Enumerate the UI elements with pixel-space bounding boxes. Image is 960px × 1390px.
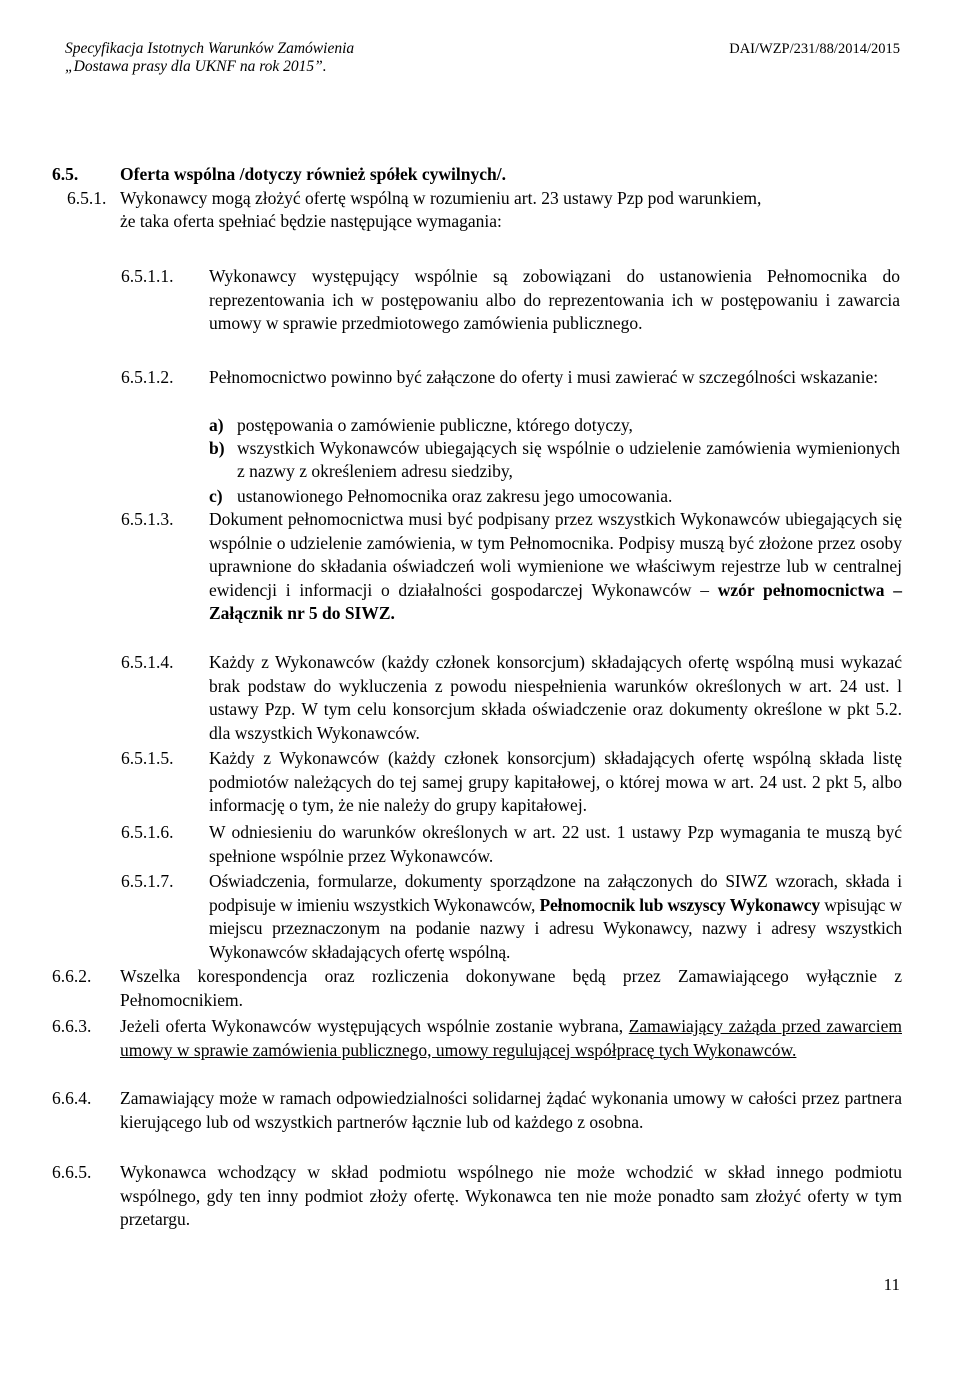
section-number: 6.5. <box>52 164 79 184</box>
paragraph-number: 6.6.2. <box>52 966 92 986</box>
list-item-text: ustanowionego Pełnomocnika oraz zakresu jego umocowania. <box>237 486 673 506</box>
page-number: 11 <box>883 1275 900 1294</box>
list-item <box>209 437 900 485</box>
paragraph-text: Każdy z Wykonawców (każdy członek konsorcjum) składających ofertę wspólną musi wykazać brak podstaw do wykluczenia z powodu niespełnienia warunków określonych w art. 24 ust. l ustawy Pzp. W tym celu konsorcjum składa oświadczenie oraz dokumenty określone w pkt 5.2. dla wszystkich Wykonawców. <box>209 652 902 743</box>
list-item-text: wszystkich Wykonawców ubiegających się wspólnie o udzielenie zamówienia wymienionych z nazwy z określeniem adresu siedziby, <box>237 438 900 481</box>
paragraph-6-5-1-6 <box>52 821 902 869</box>
paragraph-6-5-1-7 <box>52 870 902 966</box>
paragraph-6-6-4 <box>52 1087 902 1159</box>
header-procurement-title: „Dostawa prasy dla UKNF na rok 2015”. <box>65 58 327 75</box>
paragraph-text: Każdy z Wykonawców (każdy członek konsorcjum) składających ofertę wspólną składa listę podmiotów należących do tej samej grupy kapitałowej, o której mowa w art. 24 ust. 2 pkt 5, albo informację o tym, że nie należy do grupy kapitałowej. <box>209 748 902 816</box>
paragraph-6-6-5 <box>52 1161 902 1233</box>
paragraph-line: że taka oferta spełniać będzie następujące wymagania: <box>120 211 502 231</box>
paragraph-number: 6.5.1.7. <box>121 871 174 891</box>
paragraph-text: Pełnomocnictwo powinno być załączone do oferty i musi zawierać w szczególności wskazanie: <box>209 367 879 387</box>
paragraph-6-5-1 <box>52 187 902 233</box>
paragraph-6-5-1-3 <box>52 508 902 648</box>
paragraph-number: 6.5.1.3. <box>121 509 174 529</box>
paragraph-number: 6.6.3. <box>52 1016 92 1036</box>
paragraph-number: 6.5.1.2. <box>121 367 174 387</box>
paragraph-text-part: Oświadczenia, formularze, dokumenty sporządzone na załączonych do SIWZ wzorach, składa i podpisuje w imieniu wszystkich Wykonawców, <box>209 871 902 915</box>
list-item <box>209 414 900 437</box>
paragraph-number: 6.5.1.6. <box>121 822 174 842</box>
list-item <box>209 485 900 508</box>
paragraph-6-6-3 <box>52 1015 902 1087</box>
paragraph-6-5-1-2 <box>52 366 902 506</box>
paragraph-text: Wykonawcy występujący wspólnie są zobowiązani do ustanowienia Pełnomocnika do reprezentowania ich w postępowaniu albo do reprezentowania ich w postępowaniu i zawarcia umowy w sprawie przedmiotowego zamówienia publicznego. <box>209 266 900 334</box>
paragraph-text <box>209 508 902 626</box>
paragraph-text: Wykonawca wchodzący w skład podmiotu wspólnego nie może wchodzić w skład innego podmiotu wspólnego, gdy ten inny podmiot złoży ofertę. Wykonawca ten nie może ponadto sam złożyć oferty w tym przetargu. <box>120 1162 902 1230</box>
paragraph-number: 6.6.4. <box>52 1088 92 1108</box>
paragraph-text <box>120 1015 902 1062</box>
paragraph-text: Wszelka korespondencja oraz rozliczenia dokonywane będą przez Zamawiającego wyłącznie z Pełnomocnikiem. <box>120 966 902 1010</box>
paragraph-text: W odniesieniu do warunków określonych w art. 22 ust. 1 ustawy Pzp wymagania te muszą być spełnione wspólnie przez Wykonawców. <box>209 822 902 866</box>
paragraph-number: 6.5.1.1. <box>121 266 174 286</box>
paragraph-number: 6.5.1.5. <box>121 748 174 768</box>
list-item-label: c) <box>209 486 223 506</box>
paragraph-6-5-1-1 <box>52 265 902 361</box>
paragraph-line: Wykonawcy mogą złożyć ofertę wspólną w rozumieniu art. 23 ustawy Pzp pod warunkiem, <box>120 188 762 208</box>
header-left <box>65 40 354 76</box>
header-reference-number: DAI/WZP/231/88/2014/2015 <box>729 41 900 57</box>
section-title: Oferta wspólna /dotyczy również spółek cywilnych/. <box>120 164 506 184</box>
paragraph-number: 6.5.1. <box>67 188 107 208</box>
paragraph-emphasis: Pełnomocnik lub wszyscy Wykonawcy <box>539 894 820 915</box>
paragraph-text-part: Jeżeli oferta Wykonawców występujących wspólnie zostanie wybrana, <box>120 1016 624 1036</box>
section-heading <box>52 163 902 185</box>
list-item-label: b) <box>209 438 225 458</box>
list-item-label: a) <box>209 415 224 435</box>
paragraph-text: Zamawiający może w ramach odpowiedzialności solidarnej żądać wykonania umowy w całości przez partnera kierującego lub od wszystkich partnerów łącznie lub od każdego z osobna. <box>120 1088 902 1132</box>
attachment-reference: wzór pełnomocnictwa – Załącznik nr 5 do SIWZ. <box>209 579 903 624</box>
paragraph-number: 6.6.5. <box>52 1162 92 1182</box>
paragraph-6-6-2 <box>52 965 902 1013</box>
enumerated-list <box>209 414 900 508</box>
paragraph-text-part: wpisując w miejscu przeznaczonym na podanie nazwy i adresu Wykonawcy, nazwy i adresy wszystkich Wykonawców składających ofertę wspólną. <box>209 894 902 962</box>
paragraph-6-5-1-5 <box>52 747 902 819</box>
paragraph-6-5-1-4 <box>52 651 902 747</box>
paragraph-text <box>209 870 902 964</box>
header-spec-title: Specyfikacja Istotnych Warunków Zamówienia <box>65 40 355 57</box>
list-item-text: postępowania o zamówienie publiczne, którego dotyczy, <box>237 415 633 435</box>
paragraph-text-body: Dokument pełnomocnictwa musi być podpisany przez wszystkich Wykonawców ubiegających się wspólnie o udzielenie zamówienia, w tym Pełnomocnika. Podpisy muszą być złożone przez osoby uprawnione do składania oświadczeń woli wymienione we właściwym rejestrze lub w centralnej ewidencji i informacji o działalności gospodarczej Wykonawców – <box>209 509 902 600</box>
underlined-requirement: Zamawiający zażąda przed zawarciem umowy w sprawie zamówienia publicznego, umowy regulującej współpracę tych Wykonawców. <box>120 1016 902 1060</box>
paragraph-number: 6.5.1.4. <box>121 652 174 672</box>
